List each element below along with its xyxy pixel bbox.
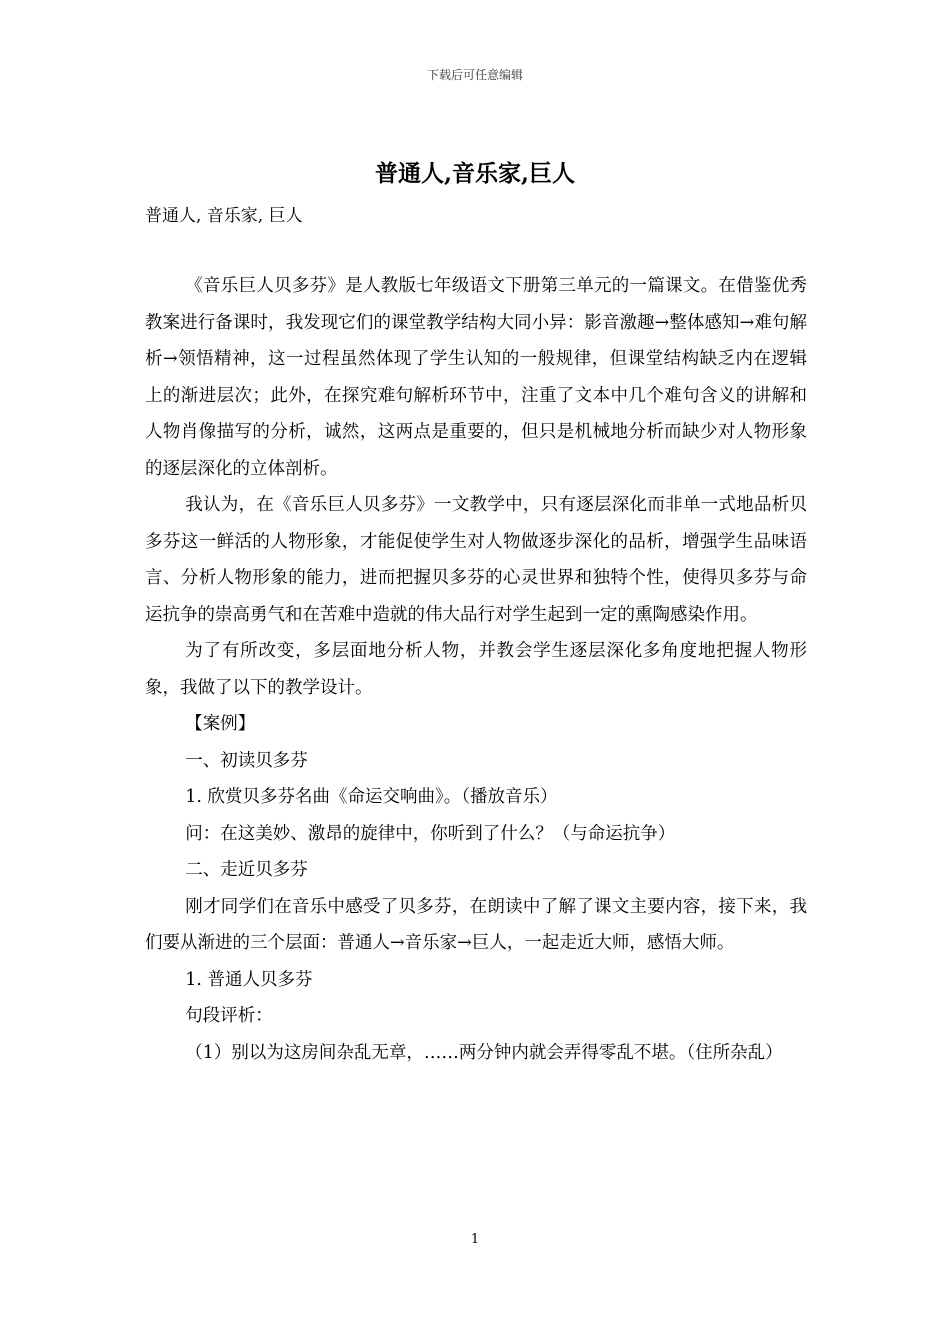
paragraph-purpose: 为了有所改变，多层面地分析人物，并教会学生逐层深化多角度地把握人物形象，我做了以下的教学设计。 xyxy=(145,641,807,698)
list-item-sentence-1: （1）别以为这房间杂乱无章，……两分钟内就会弄得零乱不堪。（住所杂乱） xyxy=(185,1042,783,1063)
list-item-ordinary-person: 1. 普通人贝多芬 xyxy=(185,969,313,990)
list-item-question: 问：在这美妙、激昂的旋律中，你听到了什么？（与命运抗争） xyxy=(185,823,676,844)
document-body xyxy=(145,268,807,1071)
label-sentence-analysis: 句段评析： xyxy=(185,1006,273,1026)
page-header-note: 下载后可任意编辑 xyxy=(426,68,523,82)
section-heading-first-reading: 一、初读贝多芬 xyxy=(185,750,308,771)
page-number: 1 xyxy=(470,1232,480,1247)
document-title: 普通人,音乐家,巨人 xyxy=(374,160,575,187)
paragraph-transition: 刚才同学们在音乐中感受了贝多芬，在朗读中了解了课文主要内容，接下来，我们要从渐进的三个层面：普通人→音乐家→巨人，一起走近大师，感悟大师。 xyxy=(145,896,807,953)
section-heading-case: 【案例】 xyxy=(185,714,256,734)
list-item-music: 1. 欣赏贝多芬名曲《命运交响曲》。（播放音乐） xyxy=(185,787,558,807)
paragraph-intro: 《音乐巨人贝多芬》是人教版七年级语文下册第三单元的一篇课文。在借鉴优秀教案进行备课时，我发现它们的课堂教学结构大同小异：影音激趣→整体感知→难句解析→领悟精神，这一过程虽然体现了学生认知的一般规律，但课堂结构缺乏内在逻辑上的渐进层次；此外，在探究难句解析环节中，注重了文本中几个难句含义的讲解和人物肖像描写的分析，诚然，这两点是重要的，但只是机械地分析而缺少对人物形象的逐层深化的立体剖析。 xyxy=(145,276,807,479)
document-subtitle: 普通人, 音乐家, 巨人 xyxy=(145,206,303,226)
section-heading-approach: 二、走近贝多芬 xyxy=(185,860,308,880)
paragraph-opinion: 我认为，在《音乐巨人贝多芬》一文教学中，只有逐层深化而非单一式地品析贝多芬这一鲜活的人物形象，才能促使学生对人物做逐步深化的品析，增强学生品味语言、分析人物形象的能力，进而把握贝多芬的心灵世界和独特个性，使得贝多芬与命运抗争的崇高勇气和在苦难中造就的伟大品行对学生起到一定的熏陶感染作用。 xyxy=(145,495,807,625)
